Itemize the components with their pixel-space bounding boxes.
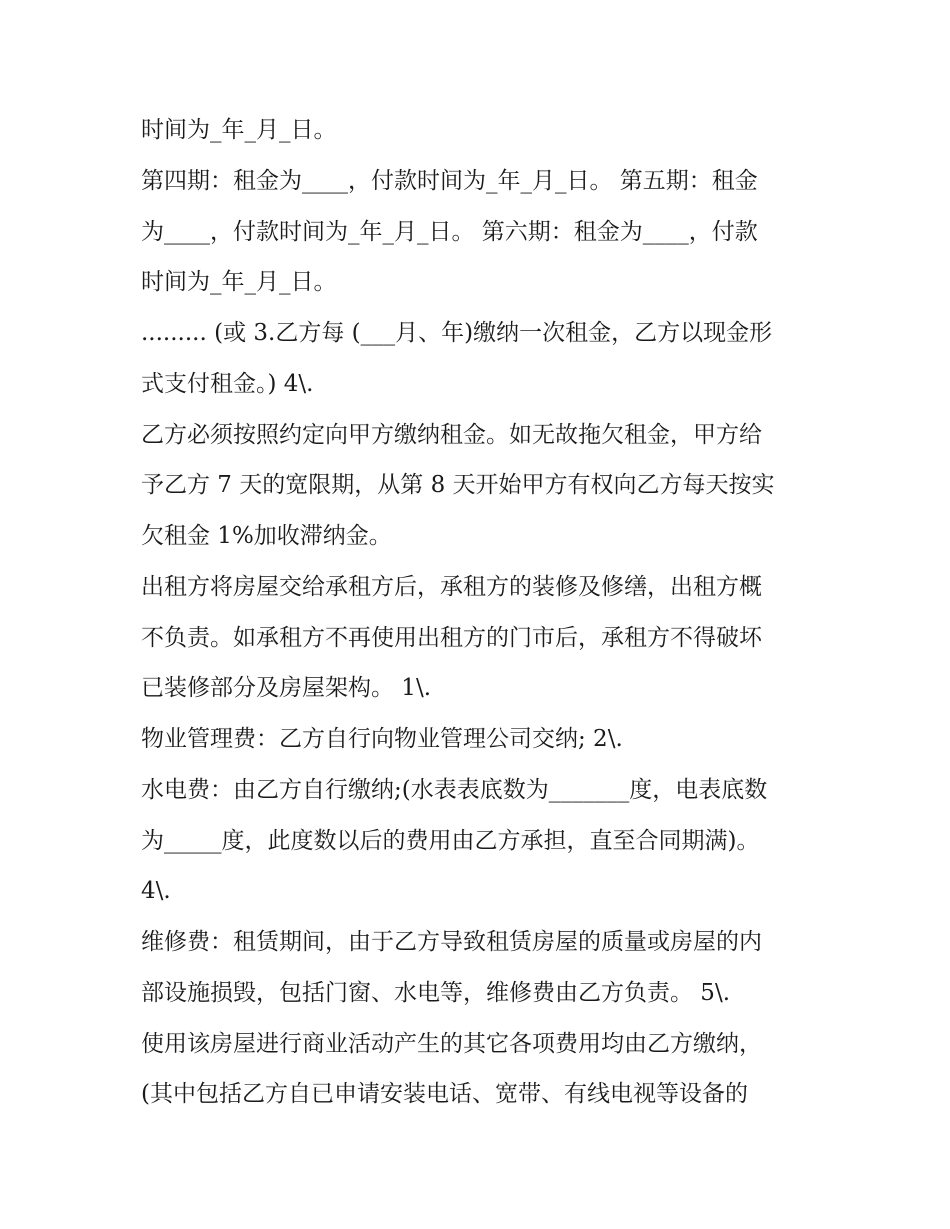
text-line: 乙方必须按照约定向甲方缴纳租金。如无故拖欠租金，甲方给: [141, 422, 762, 448]
text-line: 使用该房屋进行商业活动产生的其它各项费用均由乙方缴纳，: [141, 1031, 762, 1057]
text-line: 时间为_年_月_日。: [141, 269, 337, 295]
text-line: 为____，付款时间为_年_月_日。 第六期：租金为____，付款: [141, 219, 758, 245]
text-line: 不负责。如承租方不再使用出租方的门市后，承租方不得破坏: [141, 625, 762, 651]
text-line: 为_____度，此度数以后的费用由乙方承担，直至合同期满)。: [141, 828, 760, 854]
text-line: 予乙方 7 天的宽限期，从第 8 天开始甲方有权向乙方每天按实: [141, 472, 775, 498]
text-line: 物业管理费：乙方自行向物业管理公司交纳; 2\.: [141, 726, 623, 752]
text-line: ......... (或 3.乙方每 (___月、年)缴纳一次租金，乙方以现金形: [141, 320, 773, 346]
text-line: 水电费：由乙方自行缴纳;(水表表底数为_______度，电表底数: [141, 777, 768, 803]
text-line: 式支付租金。) 4\.: [141, 371, 314, 397]
text-line: 部设施损毁，包括门窗、水电等，维修费由乙方负责。 5\.: [141, 980, 731, 1006]
text-line: (其中包括乙方自已申请安装电话、宽带、有线电视等设备的: [141, 1081, 748, 1107]
text-line: 已装修部分及房屋架构。 1\.: [141, 675, 432, 701]
text-line: 4\.: [141, 878, 171, 904]
text-line: 维修费：租赁期间，由于乙方导致租赁房屋的质量或房屋的内: [141, 929, 762, 955]
text-line: 第四期：租金为____，付款时间为_年_月_日。 第五期：租金: [141, 168, 758, 194]
text-line: 出租方将房屋交给承租方后，承租方的装修及修缮，出租方概: [141, 574, 762, 600]
text-line: 时间为_年_月_日。: [141, 117, 337, 143]
text-line: 欠租金 1%加收滞纳金。: [141, 523, 392, 549]
